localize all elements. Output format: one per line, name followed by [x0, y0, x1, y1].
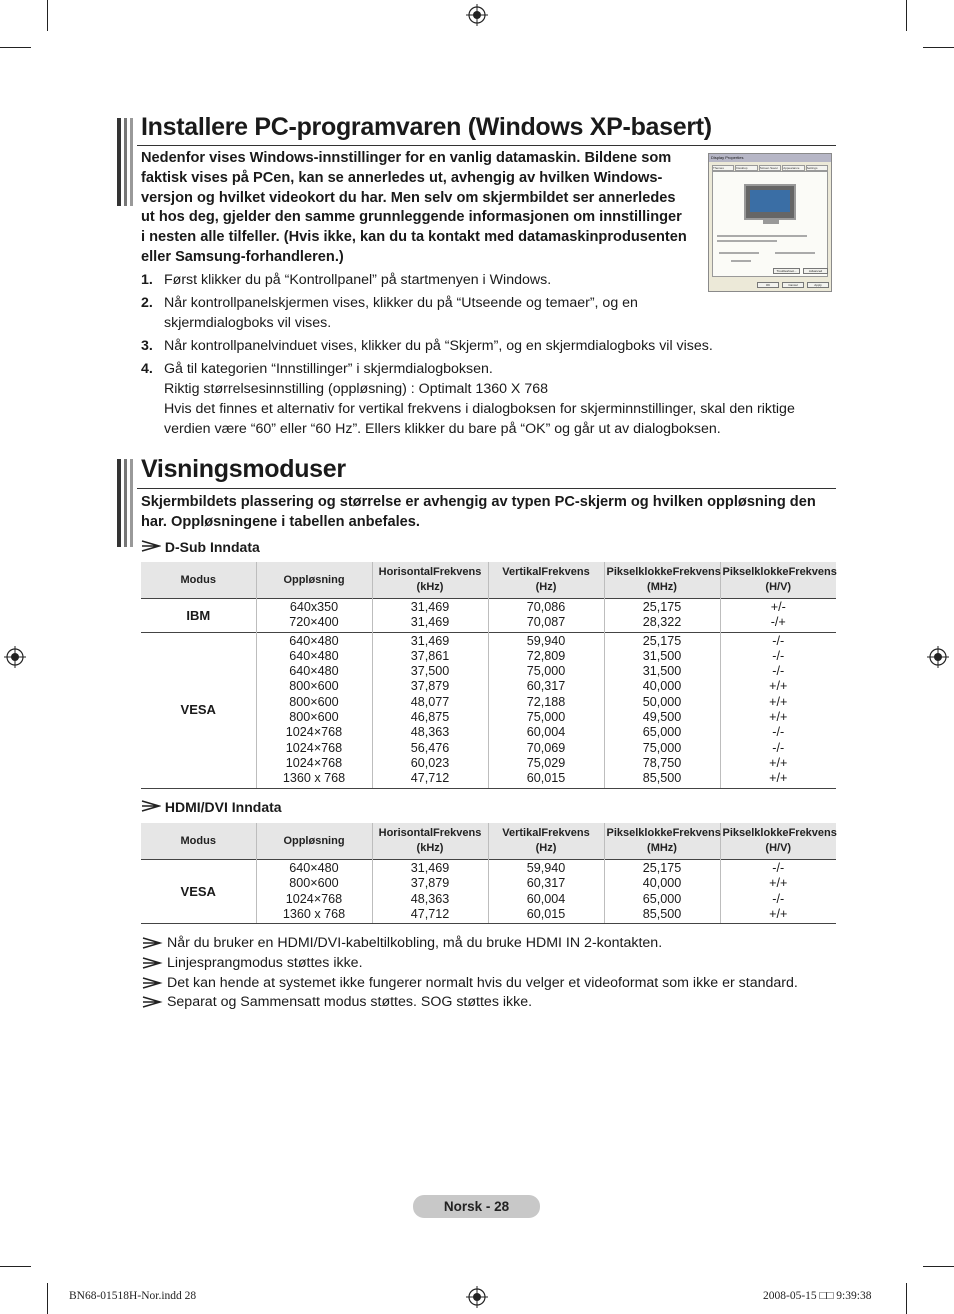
mode-cell: IBM: [141, 599, 256, 633]
crop-mark: [0, 47, 31, 48]
hdmi-heading: [141, 799, 282, 815]
section-rule: [137, 145, 836, 146]
note-arrow-icon: [141, 937, 163, 949]
install-steps: [141, 270, 841, 439]
screenshot-tab: Settings: [806, 165, 828, 171]
cell-line: 31,469: [410, 615, 450, 630]
cell-line: 800×600: [289, 679, 339, 694]
res-cell: [256, 860, 372, 924]
cell-line: 37,879: [410, 876, 450, 891]
cell-line: -/+: [770, 615, 786, 630]
header-line: Pikselklokke: [722, 566, 789, 578]
mode-cell: VESA: [141, 632, 256, 788]
cell-line: +/-: [770, 600, 786, 614]
step-number: 2.: [141, 295, 153, 311]
screenshot-line: [719, 252, 759, 254]
cell-line: +/+: [769, 710, 788, 725]
col-header-resolution: [256, 562, 372, 599]
header-line: Vertikal: [502, 827, 542, 839]
pol-cell: [720, 599, 836, 633]
cell-line: 56,476: [410, 740, 450, 755]
cell-line: +/+: [769, 771, 788, 786]
cell-line: 75,000: [642, 740, 682, 755]
screenshot-panel: [712, 171, 828, 277]
cell-line: 47,712: [410, 771, 450, 786]
cell-line: 72,188: [526, 694, 566, 709]
screenshot-line: [775, 252, 815, 254]
intro-line: ut hos deg, gjelder den samme grunnleggende informasjonen om innstillinger: [141, 209, 682, 226]
note-arrow-icon: [141, 800, 161, 812]
cell-line: 78,750: [642, 755, 682, 770]
section-title-install: Installere PC-programvaren (Windows XP-basert): [141, 113, 712, 141]
note-arrow-icon: [141, 977, 163, 989]
cell-line: 60,317: [526, 876, 566, 891]
screenshot-ok-button: OK: [757, 282, 779, 288]
display-modes-intro: [141, 493, 841, 533]
note-text: Separat og Sammensatt modus støttes. SOG støttes ikke.: [166, 994, 533, 1010]
step-line: Gå til kategorien “Innstillinger” i skjermdialogboksen.: [164, 361, 493, 377]
header-line: Pikselklokke: [606, 827, 673, 839]
registration-mark-icon: [927, 646, 949, 668]
pol-cell: [720, 860, 836, 924]
dsub-table: [141, 562, 836, 789]
table-row: [141, 599, 836, 633]
col-header-polarity: [720, 823, 836, 860]
crop-mark: [47, 1283, 48, 1314]
col-header-hfreq: [372, 562, 488, 599]
cell-line: 640x350: [289, 600, 339, 614]
hfreq-cell: [372, 860, 488, 924]
col-header-polarity: [720, 562, 836, 599]
step-number: 4.: [141, 361, 153, 377]
cell-line: 25,175: [642, 633, 682, 648]
cell-line: +/+: [769, 906, 788, 921]
step-line: Først klikker du på “Kontrollpanel” på startmenyen i Windows.: [164, 272, 552, 288]
cell-line: 640×480: [289, 633, 339, 648]
cell-line: +/+: [769, 755, 788, 770]
section-rule: [137, 488, 836, 489]
cell-line: 50,000: [642, 694, 682, 709]
cell-line: 640×480: [289, 664, 339, 679]
res-cell: [256, 632, 372, 788]
cell-line: 72,809: [526, 648, 566, 663]
cell-line: 1360 x 768: [282, 771, 346, 786]
intro-line: versjon og hvilket videokort du har. Men selv om skjermbildet ser annerledes: [141, 189, 676, 206]
pol-cell: [720, 632, 836, 788]
cell-line: 720×400: [289, 615, 339, 630]
cell-line: 25,175: [642, 600, 682, 614]
cell-line: 640×480: [289, 861, 339, 875]
vfreq-cell: [488, 860, 604, 924]
cell-line: 48,363: [410, 891, 450, 906]
header-line: Horisontal: [378, 566, 434, 578]
mode-cell: VESA: [141, 860, 256, 924]
header-line: Pikselklokke: [722, 827, 789, 839]
step-line: Når kontrollpanelskjermen vises, klikker du på “Utseende og temaer”, og en: [164, 295, 638, 311]
cell-line: 85,500: [642, 906, 682, 921]
intro-line: faktisk vises på PCen, kan se annerledes ut, avhengig av hvilken Windows-: [141, 169, 663, 186]
note-item: [141, 994, 532, 1010]
registration-mark-icon: [466, 1286, 488, 1308]
cell-line: 31,500: [642, 648, 682, 663]
section-bar: [130, 118, 133, 206]
cell-line: -/-: [772, 664, 785, 679]
section-bar: [124, 459, 127, 547]
screenshot-troubleshoot-button: Troubleshoot...: [773, 268, 800, 274]
hdmi-label: HDMI/DVI Inndata: [164, 799, 282, 815]
screenshot-cancel-button: Cancel: [782, 282, 804, 288]
step-line: Når kontrollpanelvinduet vises, klikker du på “Skjerm”, og en skjermdialogboks vil vises.: [164, 338, 713, 354]
cell-line: 60,015: [526, 906, 566, 921]
screenshot-tab: Appearance: [782, 165, 804, 171]
note-item: [141, 955, 363, 971]
cell-line: 47,712: [410, 906, 450, 921]
cell-line: +/+: [769, 694, 788, 709]
cell-line: 60,317: [526, 679, 566, 694]
screenshot-tab: Screen Saver: [759, 165, 781, 171]
cell-line: 31,469: [410, 633, 450, 648]
cell-line: 60,004: [526, 891, 566, 906]
header-line: Frekvens (Hz): [535, 566, 590, 593]
cell-line: 640×480: [289, 648, 339, 663]
step-item: [141, 293, 841, 333]
header-line: Frekvens (Hz): [535, 827, 590, 854]
install-intro: [141, 149, 701, 268]
hfreq-cell: [372, 599, 488, 633]
cell-line: -/-: [772, 740, 785, 755]
note-arrow-icon: [141, 540, 161, 552]
cell-line: +/+: [769, 679, 788, 694]
crop-mark: [47, 0, 48, 31]
note-text: Linjesprangmodus støttes ikke.: [166, 955, 363, 971]
note-arrow-icon: [141, 996, 163, 1008]
cell-line: 75,029: [526, 755, 566, 770]
cell-line: 1024×768: [285, 891, 343, 906]
col-header-pixel-clock: [604, 823, 720, 860]
cell-line: -/-: [772, 725, 785, 740]
screenshot-apply-button: Apply: [807, 282, 829, 288]
crop-mark: [923, 47, 954, 48]
cell-line: 31,500: [642, 664, 682, 679]
cell-line: 1024×768: [285, 755, 343, 770]
cell-line: -/-: [772, 648, 785, 663]
step-number: 3.: [141, 338, 153, 354]
page-number-badge: Norsk - 28: [413, 1195, 540, 1218]
note-item: [141, 935, 662, 951]
cell-line: 31,469: [410, 861, 450, 875]
screenshot-line: [717, 235, 807, 237]
header-line: Vertikal: [502, 566, 542, 578]
cell-line: 800×600: [289, 694, 339, 709]
cell-line: 59,940: [526, 633, 566, 648]
hfreq-cell: [372, 632, 488, 788]
step-number: 1.: [141, 272, 153, 288]
pclk-cell: [604, 632, 720, 788]
step-item: [141, 336, 841, 356]
table-header-row: [141, 562, 836, 599]
section-bar: [117, 118, 121, 206]
cell-line: 60,015: [526, 771, 566, 786]
header-line: Frekvens (MHz): [647, 566, 721, 593]
dsub-heading: [141, 539, 260, 555]
screenshot-tab: Themes: [712, 165, 734, 171]
header-line: Frekvens (kHz): [416, 566, 482, 593]
screenshot-advanced-button: Advanced: [803, 268, 828, 274]
cell-line: 1360 x 768: [282, 906, 346, 921]
cell-line: 1024×768: [285, 725, 343, 740]
header-line: Pikselklokke: [606, 566, 673, 578]
screenshot-tab: Desktop: [735, 165, 757, 171]
cell-line: 48,363: [410, 725, 450, 740]
header-line: Frekvens (MHz): [647, 827, 721, 854]
cell-line: 59,940: [526, 861, 566, 875]
step-line: skjermdialogboks vil vises.: [164, 315, 332, 331]
col-header-vfreq: [488, 823, 604, 860]
step-item: [141, 270, 841, 290]
table-header-row: [141, 823, 836, 860]
intro-line: eller Samsung-forhandleren.): [141, 248, 344, 265]
cell-line: 75,000: [526, 664, 566, 679]
col-header-hfreq: [372, 823, 488, 860]
col-header-vfreq: [488, 562, 604, 599]
header-line: Frekvens (kHz): [416, 827, 482, 854]
cell-line: 46,875: [410, 710, 450, 725]
section-bar: [117, 459, 121, 547]
slug-right: 2008-05-15 □□ 9:39:38: [763, 1290, 872, 1302]
cell-line: 65,000: [642, 725, 682, 740]
cell-line: 37,861: [410, 648, 450, 663]
cell-line: 40,000: [642, 876, 682, 891]
cell-line: -/-: [772, 633, 785, 648]
screenshot-line: [731, 260, 751, 262]
cell-line: +/+: [769, 876, 788, 891]
intro-line: Skjermbildets plassering og størrelse er avhengig av typen PC-skjerm og hvilken oppløsning den: [141, 494, 816, 510]
cell-line: 85,500: [642, 771, 682, 786]
col-header-pixel-clock: [604, 562, 720, 599]
cell-line: 49,500: [642, 710, 682, 725]
cell-line: 60,023: [410, 755, 450, 770]
step-item: [141, 359, 841, 439]
cell-line: 1024×768: [285, 740, 343, 755]
cell-line: 40,000: [642, 679, 682, 694]
cell-line: 25,175: [642, 861, 682, 875]
section-bar: [130, 459, 133, 547]
monitor-preview: [744, 184, 796, 220]
slug-left: BN68-01518H-Nor.indd 28: [69, 1290, 197, 1302]
header-line: Frekvens (H/V): [765, 566, 837, 593]
registration-mark-icon: [466, 4, 488, 26]
header-line: Oppløsning: [283, 573, 345, 586]
intro-line: Nedenfor vises Windows-innstillinger for en vanlig datamaskin. Bildene som: [141, 150, 672, 166]
dsub-label: D-Sub Inndata: [164, 539, 260, 555]
note-item: [141, 975, 798, 991]
crop-mark: [906, 0, 907, 31]
col-header-mode: [141, 562, 256, 599]
cell-line: 70,087: [526, 615, 566, 630]
intro-line: har. Oppløsningene i tabellen anbefales.: [141, 513, 420, 530]
hdmi-table: [141, 823, 836, 924]
note-text: Det kan hende at systemet ikke fungerer normalt hvis du velger et videoformat som ikke er standard.: [166, 975, 798, 991]
vfreq-cell: [488, 632, 604, 788]
cell-line: 800×600: [289, 710, 339, 725]
header-line: Oppløsning: [283, 834, 345, 847]
section-bar: [124, 118, 127, 206]
registration-mark-icon: [4, 646, 26, 668]
monitor-stand: [763, 220, 779, 224]
cell-line: 37,500: [410, 664, 450, 679]
header-line: Horisontal: [378, 827, 434, 839]
header-line: Modus: [180, 573, 216, 586]
cell-line: 31,469: [410, 600, 450, 614]
intro-line: i nesten alle tilfeller. (Hvis ikke, kan du ta kontakt med datamaskinprodusenten: [141, 229, 687, 246]
pclk-cell: [604, 599, 720, 633]
screenshot-titlebar: Display Properties: [709, 154, 831, 162]
cell-line: -/-: [772, 891, 785, 906]
cell-line: 75,000: [526, 710, 566, 725]
col-header-resolution: [256, 823, 372, 860]
cell-line: 60,004: [526, 725, 566, 740]
cell-line: 800×600: [289, 876, 339, 891]
table-row: [141, 632, 836, 788]
header-line: Modus: [180, 834, 216, 847]
section-title-display-modes: Visningsmoduser: [141, 455, 346, 483]
cell-line: 65,000: [642, 891, 682, 906]
screenshot-line: [717, 240, 777, 242]
step-line: verdien være “60” eller “60 Hz”. Ellers klikker du bare på “OK” og går ut av dialogboksen.: [164, 421, 721, 437]
cell-line: 37,879: [410, 679, 450, 694]
note-arrow-icon: [141, 957, 163, 969]
cell-line: 70,086: [526, 600, 566, 614]
header-line: Frekvens (H/V): [765, 827, 837, 854]
cell-line: 48,077: [410, 694, 450, 709]
note-text: Når du bruker en HDMI/DVI-kabeltilkobling, må du bruke HDMI IN 2-kontakten.: [166, 935, 663, 951]
cell-line: 70,069: [526, 740, 566, 755]
table-row: [141, 860, 836, 924]
cell-line: -/-: [772, 861, 785, 875]
vfreq-cell: [488, 599, 604, 633]
pclk-cell: [604, 860, 720, 924]
step-line: Hvis det finnes et alternativ for vertikal frekvens i dialogboksen for skjerminnstillinger, skal den riktige: [164, 401, 795, 417]
res-cell: [256, 599, 372, 633]
cell-line: 28,322: [642, 615, 682, 630]
crop-mark: [906, 1283, 907, 1314]
crop-mark: [923, 1266, 954, 1267]
col-header-mode: [141, 823, 256, 860]
step-line: Riktig størrelsesinnstilling (oppløsning) : Optimalt 1360 X 768: [164, 381, 549, 397]
crop-mark: [0, 1266, 31, 1267]
